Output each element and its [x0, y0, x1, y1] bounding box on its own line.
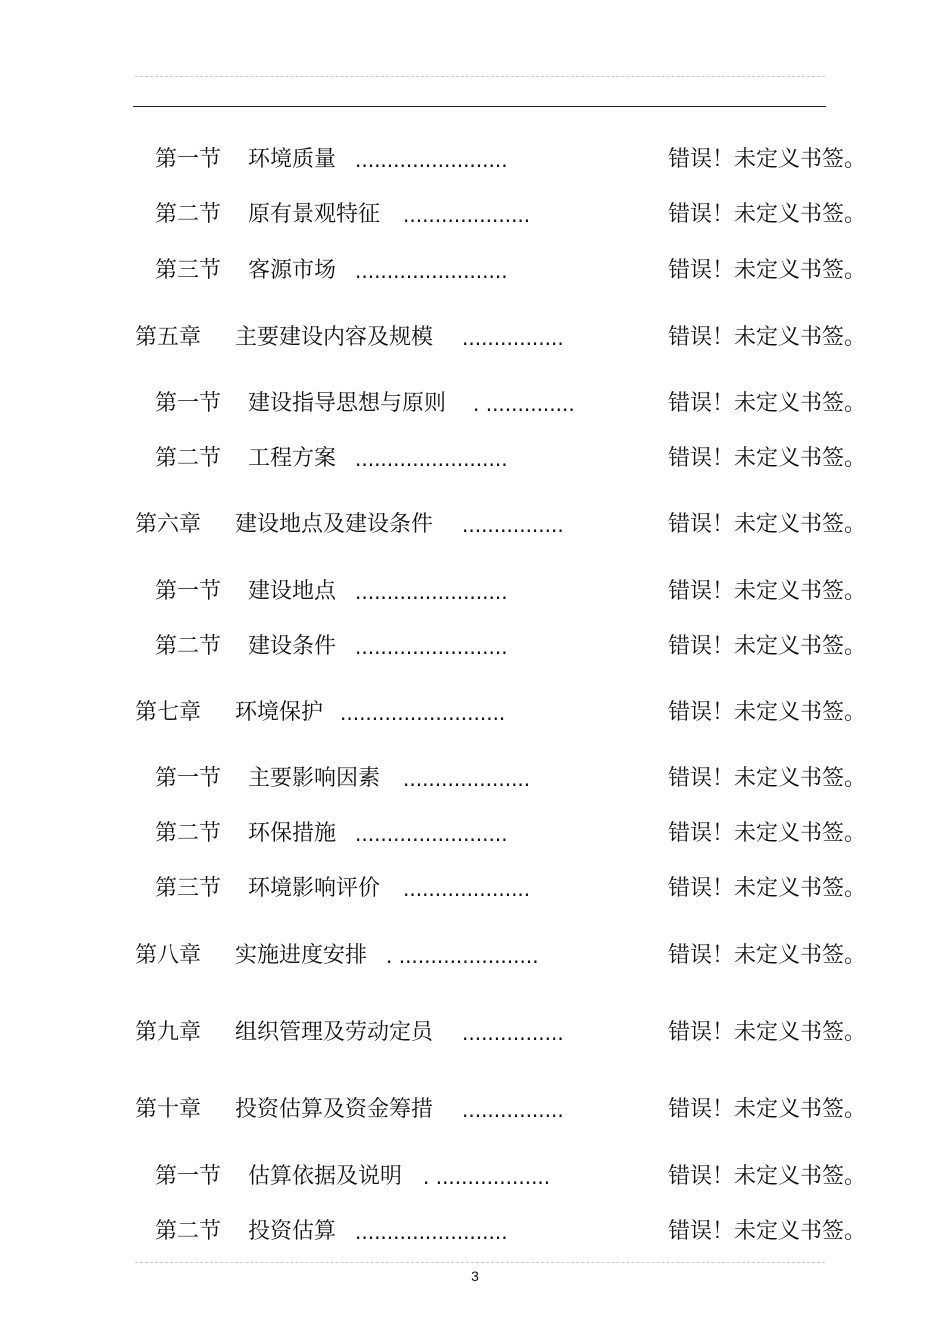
dot-leader: ................: [462, 1098, 564, 1122]
dot-leader: ........................: [355, 635, 508, 659]
section-title: 原有景观特征: [248, 202, 381, 227]
dot-leader: ........................: [355, 580, 508, 604]
page-reference[interactable]: 错误！未定义书签。: [668, 876, 867, 901]
dot-leader: ........................: [355, 447, 508, 471]
section-number: 第二节: [155, 634, 222, 659]
dot-leader: ....................: [403, 203, 531, 227]
toc-entry-section[interactable]: [0, 143, 950, 177]
toc-entry-section[interactable]: [0, 1215, 950, 1249]
page-reference[interactable]: 错误！未定义书签。: [668, 202, 867, 227]
dot-leader: ..........................: [340, 701, 506, 725]
chapter-title: 实施进度安排: [235, 943, 368, 968]
toc-entry-chapter[interactable]: [0, 696, 950, 730]
chapter-title: 主要建设内容及规模: [235, 325, 434, 350]
section-title: 环境质量: [248, 147, 337, 172]
section-title: 建设地点: [248, 579, 337, 604]
dot-leader: ........................: [355, 822, 508, 846]
page-reference[interactable]: 错误！未定义书签。: [668, 943, 867, 968]
dot-leader: ....................: [403, 767, 531, 791]
dot-leader: ....................: [403, 877, 531, 901]
dot-leader: ................: [462, 513, 564, 537]
dot-leader: . ..............: [473, 392, 575, 416]
chapter-title: 投资估算及资金筹措: [235, 1097, 434, 1122]
section-number: 第一节: [155, 579, 222, 604]
section-number: 第一节: [155, 391, 222, 416]
page-reference[interactable]: 错误！未定义书签。: [668, 391, 867, 416]
toc-entry-chapter[interactable]: [0, 1016, 950, 1050]
page-reference[interactable]: 错误！未定义书签。: [668, 766, 867, 791]
chapter-title: 建设地点及建设条件: [235, 512, 434, 537]
header-dashed-line: [135, 76, 825, 77]
page-reference[interactable]: 错误！未定义书签。: [668, 446, 867, 471]
toc-entry-section[interactable]: [0, 575, 950, 609]
page-reference[interactable]: 错误！未定义书签。: [668, 258, 867, 283]
section-title: 估算依据及说明: [248, 1164, 403, 1189]
section-title: 环境影响评价: [248, 876, 381, 901]
section-title: 建设指导思想与原则: [248, 391, 447, 416]
section-number: 第二节: [155, 821, 222, 846]
page-reference[interactable]: 错误！未定义书签。: [668, 1219, 867, 1244]
section-number: 第一节: [155, 766, 222, 791]
section-title: 工程方案: [248, 446, 337, 471]
toc-entry-chapter[interactable]: [0, 1093, 950, 1127]
section-title: 投资估算: [248, 1219, 337, 1244]
dot-leader: . ......................: [386, 944, 539, 968]
page-reference[interactable]: 错误！未定义书签。: [668, 700, 867, 725]
section-number: 第三节: [155, 876, 222, 901]
chapter-number: 第八章: [135, 943, 202, 968]
toc-entry-section[interactable]: [0, 198, 950, 232]
toc-entry-section[interactable]: [0, 442, 950, 476]
toc-entry-section[interactable]: [0, 254, 950, 288]
dot-leader: ................: [462, 1021, 564, 1045]
chapter-number: 第七章: [135, 700, 202, 725]
page-reference[interactable]: 错误！未定义书签。: [668, 634, 867, 659]
toc-entry-section[interactable]: [0, 387, 950, 421]
toc-entry-section[interactable]: [0, 630, 950, 664]
section-number: 第三节: [155, 258, 222, 283]
section-number: 第二节: [155, 446, 222, 471]
chapter-number: 第九章: [135, 1020, 202, 1045]
dot-leader: ........................: [355, 1220, 508, 1244]
chapter-title: 组织管理及劳动定员: [235, 1020, 434, 1045]
toc-entry-chapter[interactable]: [0, 321, 950, 355]
section-number: 第二节: [155, 202, 222, 227]
page-reference[interactable]: 错误！未定义书签。: [668, 1020, 867, 1045]
toc-entry-section[interactable]: [0, 762, 950, 796]
header-rule: [133, 106, 826, 107]
page-reference[interactable]: 错误！未定义书签。: [668, 1097, 867, 1122]
page-reference[interactable]: 错误！未定义书签。: [668, 147, 867, 172]
dot-leader: ........................: [355, 148, 508, 172]
page-reference[interactable]: 错误！未定义书签。: [668, 579, 867, 604]
toc-entry-chapter[interactable]: [0, 508, 950, 542]
chapter-number: 第六章: [135, 512, 202, 537]
toc-entry-section[interactable]: [0, 817, 950, 851]
dot-leader: ................: [462, 326, 564, 350]
section-title: 主要影响因素: [248, 766, 381, 791]
footer-dashed-line: [135, 1262, 825, 1263]
page-reference[interactable]: 错误！未定义书签。: [668, 821, 867, 846]
section-number: 第二节: [155, 1219, 222, 1244]
section-title: 建设条件: [248, 634, 337, 659]
toc-entry-section[interactable]: [0, 1160, 950, 1194]
page-number: 3: [471, 1268, 479, 1284]
section-number: 第一节: [155, 1164, 222, 1189]
page-reference[interactable]: 错误！未定义书签。: [668, 1164, 867, 1189]
page-reference[interactable]: 错误！未定义书签。: [668, 512, 867, 537]
section-number: 第一节: [155, 147, 222, 172]
dot-leader: ........................: [355, 259, 508, 283]
toc-entry-chapter[interactable]: [0, 939, 950, 973]
dot-leader: . ..................: [423, 1165, 551, 1189]
chapter-number: 第十章: [135, 1097, 202, 1122]
section-title: 客源市场: [248, 258, 337, 283]
toc-entry-section[interactable]: [0, 872, 950, 906]
page-reference[interactable]: 错误！未定义书签。: [668, 325, 867, 350]
chapter-number: 第五章: [135, 325, 202, 350]
chapter-title: 环境保护: [235, 700, 324, 725]
section-title: 环保措施: [248, 821, 337, 846]
